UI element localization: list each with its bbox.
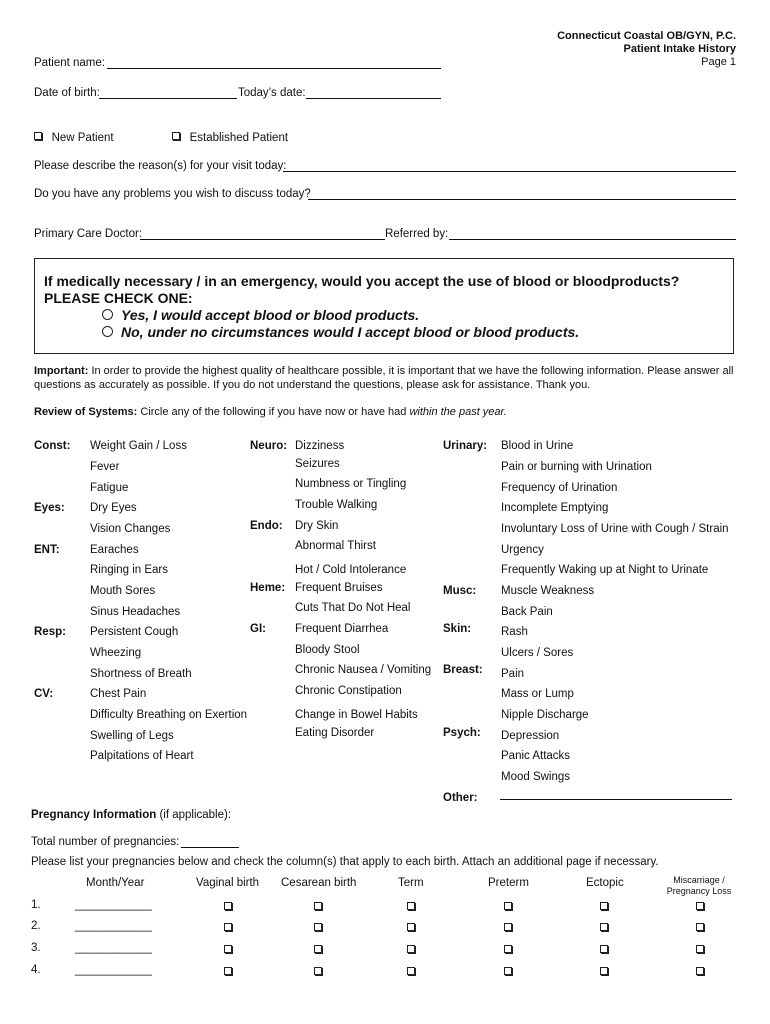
practice-name: Connecticut Coastal OB/GYN, P.C. bbox=[557, 30, 736, 42]
category-endo: Endo: bbox=[250, 520, 283, 532]
visit-reason-label: Please describe the reason(s) for your visit today: bbox=[34, 160, 287, 172]
col-miscarriage bbox=[664, 875, 734, 897]
review-label: Review of Systems: bbox=[34, 406, 138, 418]
other-field[interactable] bbox=[500, 799, 732, 800]
checkbox-icon[interactable] bbox=[696, 902, 704, 910]
pregnancy-section-title bbox=[31, 809, 231, 821]
checkbox-icon[interactable] bbox=[172, 132, 180, 140]
dob-label: Date of birth: bbox=[34, 87, 100, 99]
symptom-item[interactable]: Frequently Waking up at Night to Urinate bbox=[501, 564, 709, 576]
symptom-item[interactable]: Seizures bbox=[295, 458, 340, 470]
checkbox-icon[interactable] bbox=[34, 132, 42, 140]
symptom-item[interactable]: Muscle Weakness bbox=[501, 585, 595, 597]
category-neuro: Neuro: bbox=[250, 440, 288, 452]
col-vaginal-birth: Vaginal birth bbox=[196, 877, 260, 889]
page-number: Page 1 bbox=[701, 56, 736, 68]
problems-label: Do you have any problems you wish to discuss today? bbox=[34, 188, 311, 200]
symptom-item[interactable]: Rash bbox=[501, 626, 528, 638]
symptom-item[interactable]: Ringing in Ears bbox=[90, 564, 168, 576]
row-number: 4. bbox=[31, 964, 41, 976]
checkbox-icon[interactable] bbox=[504, 967, 512, 975]
checkbox-icon[interactable] bbox=[504, 945, 512, 953]
checkbox-icon[interactable] bbox=[696, 923, 704, 931]
blood-instruction: PLEASE CHECK ONE: bbox=[44, 290, 193, 306]
symptom-item[interactable]: Swelling of Legs bbox=[90, 730, 174, 742]
symptom-item[interactable]: Frequent Diarrhea bbox=[295, 623, 389, 635]
symptom-item[interactable]: Blood in Urine bbox=[501, 440, 574, 452]
symptom-item[interactable]: Chest Pain bbox=[90, 688, 147, 700]
symptom-item[interactable]: Change in Bowel Habits bbox=[295, 709, 418, 721]
symptom-item[interactable]: Incomplete Emptying bbox=[501, 502, 609, 514]
blood-yes-label: Yes, I would accept blood or blood products. bbox=[121, 307, 420, 323]
symptom-item[interactable]: Dry Eyes bbox=[90, 502, 137, 514]
checkbox-icon[interactable] bbox=[224, 945, 232, 953]
col-miscarriage-line2: Pregnancy Loss bbox=[666, 886, 732, 896]
symptom-item[interactable]: Difficulty Breathing on Exertion bbox=[90, 709, 248, 721]
checkbox-icon[interactable] bbox=[600, 945, 608, 953]
problems-field[interactable] bbox=[308, 199, 736, 200]
blood-consent-box bbox=[34, 258, 734, 354]
total-pregnancies-label: Total number of pregnancies: bbox=[31, 836, 180, 848]
checkbox-icon[interactable] bbox=[314, 902, 322, 910]
symptom-item[interactable]: Sinus Headaches bbox=[90, 606, 181, 618]
col-month-year: Month/Year bbox=[86, 877, 145, 889]
important-paragraph bbox=[34, 364, 740, 392]
checkbox-icon[interactable] bbox=[504, 902, 512, 910]
patient-name-label: Patient name: bbox=[34, 57, 105, 69]
symptom-item[interactable]: Persistent Cough bbox=[90, 626, 179, 638]
category-gi: GI: bbox=[250, 623, 266, 635]
checkbox-icon[interactable] bbox=[600, 923, 608, 931]
col-term: Term bbox=[398, 877, 424, 889]
blood-yes-option[interactable] bbox=[102, 307, 419, 323]
referred-by-field[interactable] bbox=[449, 239, 736, 240]
symptom-item[interactable]: Dry Skin bbox=[295, 520, 339, 532]
established-patient-label: Established Patient bbox=[189, 132, 289, 144]
visit-reason-field[interactable] bbox=[283, 171, 736, 172]
symptom-item[interactable]: Trouble Walking bbox=[295, 499, 378, 511]
symptom-item[interactable]: Chronic Nausea / Vomiting bbox=[295, 664, 432, 676]
symptom-item[interactable]: Urgency bbox=[501, 544, 544, 556]
symptom-item[interactable]: Wheezing bbox=[90, 647, 142, 659]
symptom-item[interactable]: Panic Attacks bbox=[501, 750, 571, 762]
review-emphasis: within the past year. bbox=[409, 406, 507, 418]
checkbox-icon[interactable] bbox=[314, 923, 322, 931]
symptom-item[interactable]: Weight Gain / Loss bbox=[90, 440, 187, 452]
pregnancy-title-note: (if applicable): bbox=[156, 809, 232, 821]
checkbox-icon[interactable] bbox=[224, 923, 232, 931]
symptom-item[interactable]: Shortness of Breath bbox=[90, 668, 192, 680]
checkbox-icon[interactable] bbox=[407, 967, 415, 975]
blood-question bbox=[44, 273, 679, 307]
referred-by-label: Referred by: bbox=[385, 228, 449, 240]
symptom-item[interactable]: Fatigue bbox=[90, 482, 129, 494]
symptom-item[interactable]: Involuntary Loss of Urine with Cough / Strain bbox=[501, 523, 729, 535]
checkbox-icon[interactable] bbox=[407, 945, 415, 953]
new-patient-option[interactable] bbox=[34, 132, 114, 144]
symptom-item[interactable]: Chronic Constipation bbox=[295, 685, 402, 697]
category-skin: Skin: bbox=[443, 623, 472, 635]
symptom-item[interactable]: Mood Swings bbox=[501, 771, 571, 783]
symptom-item[interactable]: Mass or Lump bbox=[501, 688, 574, 700]
checkbox-icon[interactable] bbox=[600, 967, 608, 975]
symptom-item[interactable]: Pain or burning with Urination bbox=[501, 461, 652, 473]
symptom-item[interactable]: Abnormal Thirst bbox=[295, 540, 376, 552]
important-label: Important: bbox=[34, 365, 89, 377]
checkbox-icon[interactable] bbox=[314, 967, 322, 975]
symptom-item[interactable]: Frequency of Urination bbox=[501, 482, 618, 494]
checkbox-icon[interactable] bbox=[407, 902, 415, 910]
category-breast: Breast: bbox=[443, 664, 483, 676]
category-resp: Resp: bbox=[34, 626, 66, 638]
form-header bbox=[557, 30, 736, 69]
patient-name-field[interactable] bbox=[107, 68, 441, 69]
dob-field[interactable] bbox=[99, 98, 237, 99]
checkbox-icon[interactable] bbox=[696, 945, 704, 953]
radio-icon[interactable] bbox=[102, 326, 113, 337]
category-eyes: Eyes: bbox=[34, 502, 65, 514]
form-title: Patient Intake History bbox=[623, 43, 736, 55]
review-of-systems-intro bbox=[34, 405, 740, 419]
checkbox-icon[interactable] bbox=[696, 967, 704, 975]
total-pregnancies-field[interactable] bbox=[181, 847, 239, 848]
checkbox-icon[interactable] bbox=[600, 902, 608, 910]
pcp-label: Primary Care Doctor: bbox=[34, 228, 142, 240]
symptom-item[interactable]: Nipple Discharge bbox=[501, 709, 589, 721]
symptom-item[interactable]: Frequent Bruises bbox=[295, 582, 383, 594]
symptom-item[interactable]: Eating Disorder bbox=[295, 727, 375, 739]
checkbox-icon[interactable] bbox=[407, 923, 415, 931]
category-musc: Musc: bbox=[443, 585, 477, 597]
symptom-item[interactable]: Pain bbox=[501, 668, 525, 680]
symptom-item[interactable]: Palpitations of Heart bbox=[90, 750, 194, 762]
radio-icon[interactable] bbox=[102, 309, 113, 320]
symptom-item[interactable]: Numbness or Tingling bbox=[295, 478, 407, 490]
checkbox-icon[interactable] bbox=[224, 902, 232, 910]
symptom-item[interactable]: Vision Changes bbox=[90, 523, 171, 535]
new-patient-label: New Patient bbox=[51, 132, 114, 144]
category-urinary: Urinary: bbox=[443, 440, 488, 452]
blood-question-text: If medically necessary / in an emergency, would you accept the use of blood or bloodproducts? bbox=[44, 273, 680, 289]
symptom-item[interactable]: Earaches bbox=[90, 544, 139, 556]
category-cv: CV: bbox=[34, 688, 54, 700]
col-preterm: Preterm bbox=[488, 877, 529, 889]
established-patient-option[interactable] bbox=[172, 132, 288, 144]
row-number: 1. bbox=[31, 899, 41, 911]
month-year-field[interactable]: ____________ bbox=[75, 964, 152, 976]
row-number: 2. bbox=[31, 920, 41, 932]
symptom-item[interactable]: Back Pain bbox=[501, 606, 553, 618]
pregnancy-title: Pregnancy Information bbox=[31, 809, 157, 821]
symptom-item[interactable]: Ulcers / Sores bbox=[501, 647, 574, 659]
symptom-item[interactable]: Hot / Cold Intolerance bbox=[295, 564, 407, 576]
important-text: In order to provide the highest quality of healthcare possible, it is important that we have the following information. Please answer all questions as accurately as possible. If you do not understand the questions, please ask for assistance. Thank you. bbox=[34, 365, 734, 391]
symptom-item[interactable]: Bloody Stool bbox=[295, 644, 360, 656]
month-year-field[interactable]: ____________ bbox=[75, 920, 152, 932]
symptom-item[interactable]: Fever bbox=[90, 461, 120, 473]
pregnancy-instructions: Please list your pregnancies below and check the column(s) that apply to each birth. Attach an additional page if necessary. bbox=[31, 856, 659, 868]
checkbox-icon[interactable] bbox=[314, 945, 322, 953]
symptom-item[interactable]: Depression bbox=[501, 730, 560, 742]
today-date-label: Today’s date: bbox=[238, 87, 306, 99]
col-miscarriage-line1: Miscarriage / bbox=[673, 875, 725, 885]
blood-no-option[interactable] bbox=[102, 324, 579, 340]
pcp-field[interactable] bbox=[140, 239, 385, 240]
checkbox-icon[interactable] bbox=[504, 923, 512, 931]
review-text: Circle any of the following if you have now or have had bbox=[137, 406, 410, 418]
col-ectopic: Ectopic bbox=[586, 877, 624, 889]
category-const: Const: bbox=[34, 440, 71, 452]
category-psych: Psych: bbox=[443, 727, 481, 739]
symptom-item[interactable]: Cuts That Do Not Heal bbox=[295, 602, 411, 614]
row-number: 3. bbox=[31, 942, 41, 954]
today-date-field[interactable] bbox=[306, 98, 441, 99]
symptom-item[interactable]: Mouth Sores bbox=[90, 585, 156, 597]
symptom-item[interactable]: Dizziness bbox=[295, 440, 345, 452]
col-cesarean-birth: Cesarean birth bbox=[281, 877, 357, 889]
category-ent: ENT: bbox=[34, 544, 60, 556]
category-other: Other: bbox=[443, 792, 478, 804]
checkbox-icon[interactable] bbox=[224, 967, 232, 975]
category-heme: Heme: bbox=[250, 582, 286, 594]
blood-no-label: No, under no circumstances would I accept blood or blood products. bbox=[121, 324, 580, 340]
month-year-field[interactable]: ____________ bbox=[75, 942, 152, 954]
month-year-field[interactable]: ____________ bbox=[75, 899, 152, 911]
